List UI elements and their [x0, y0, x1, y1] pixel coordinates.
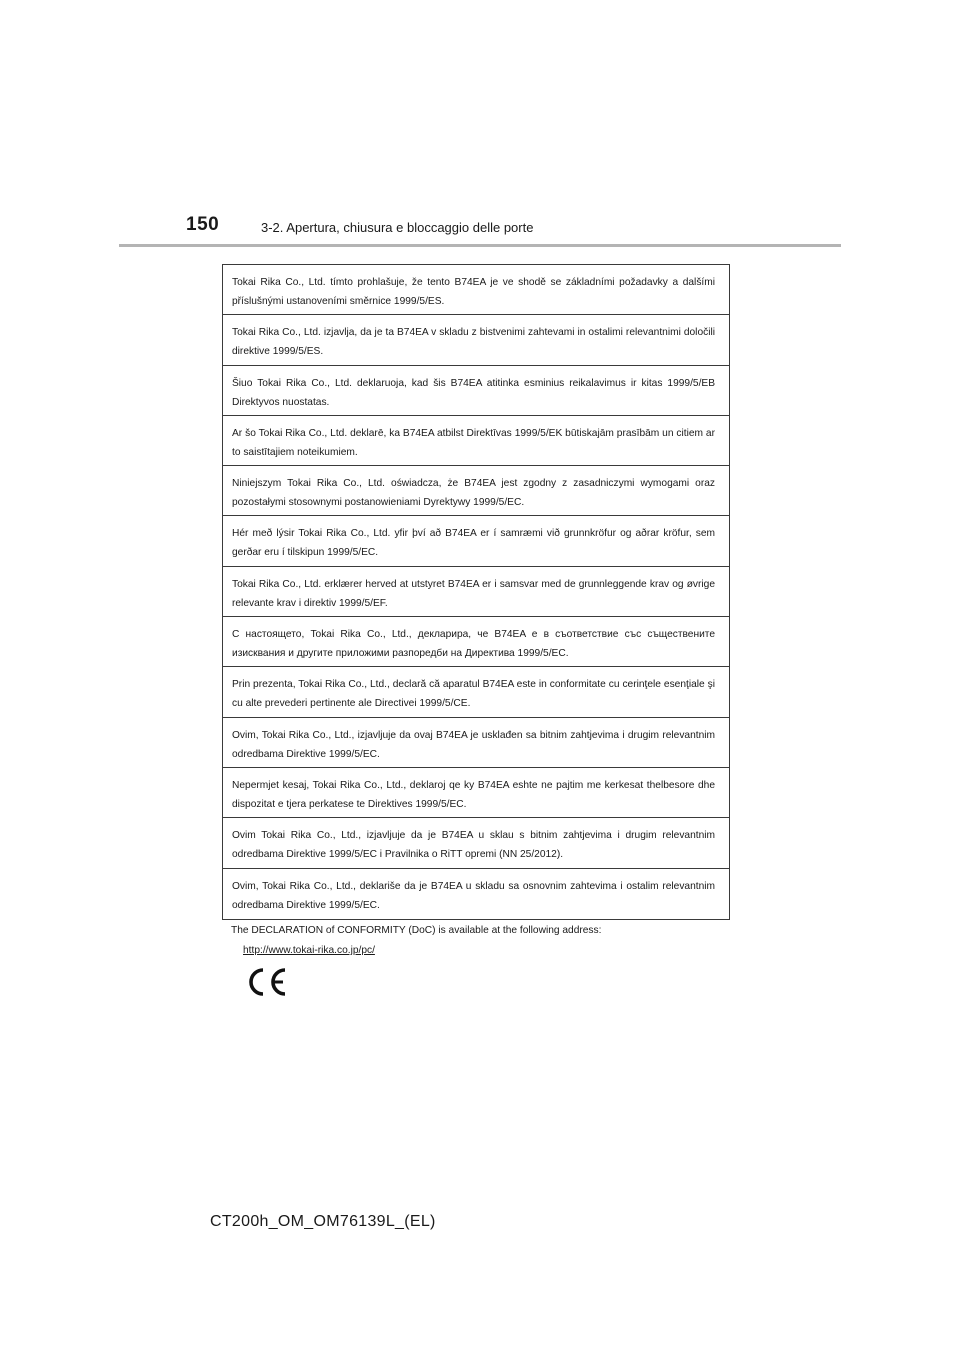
- declaration-row-croatian: Ovim Tokai Rika Co., Ltd., izjavljuje da je B74EA u sklau s bitnim zahtjevima i drugim relevantnim odredbama Direktive 1999/5/EC i Pravilnika o RiTT opremi (NN 25/2012).: [223, 818, 729, 868]
- declaration-row-romanian: Prin prezenta, Tokai Rika Co., Ltd., declară că aparatul B74EA este in conformitate cu cerinţele esenţiale şi cu alte prevederi pertinente ale Directivei 1999/5/CE.: [223, 667, 729, 717]
- declaration-row-polish: Niniejszym Tokai Rika Co., Ltd. oświadcza, że B74EA jest zgodny z zasadniczymi wymogami oraz pozostałymi stosownymi postanowieniami Dyrektywy 1999/5/EC.: [223, 466, 729, 516]
- declaration-row-bulgarian: С настоящето, Tokai Rika Co., Ltd., декларира, че B74EA е в съответствие със съществените изисквания и другите приложими разпоредби на Директива 1999/5/EC.: [223, 617, 729, 667]
- declaration-table: [222, 264, 730, 920]
- declaration-row-albanian: Nepermjet kesaj, Tokai Rika Co., Ltd., deklaroj qe ky B74EA eshte ne pajtim me kerkesat thelbesore dhe dispozitat e tjera perkatese te Direktives 1999/5/EC.: [223, 768, 729, 818]
- declaration-row-slovenian: Tokai Rika Co., Ltd. izjavlja, da je ta B74EA v skladu z bistvenimi zahtevami in ostalimi relevantnimi določili direktive 1999/5/ES.: [223, 315, 729, 365]
- footer-manual-code: CT200h_OM_OM76139L_(EL): [210, 1213, 436, 1230]
- declaration-row-bosnian: Ovim, Tokai Rika Co., Ltd., izjavljuje da ovaj B74EA je usklađen sa bitnim zahtjevima i drugim relevantnim odredbama Direktive 1999/5/EC.: [223, 718, 729, 768]
- declaration-row-lithuanian: Šiuo Tokai Rika Co., Ltd. deklaruoja, kad šis B74EA atitinka esminius reikalavimus ir kitas 1999/5/EB Direktyvos nuostatas.: [223, 366, 729, 416]
- declaration-row-latvian: Ar šo Tokai Rika Co., Ltd. deklarē, ka B74EA atbilst Direktīvas 1999/5/EK būtiskajām prasībām un citiem ar to saistītajiem noteikumiem.: [223, 416, 729, 466]
- declaration-row-icelandic: Hér með lýsir Tokai Rika Co., Ltd. yfir því að B74EA er í samræmi við grunnkröfur og aðrar kröfur, sem gerðar eru í tilskipun 1999/5/EC.: [223, 516, 729, 566]
- doc-link[interactable]: http://www.tokai-rika.co.jp/pc/: [243, 945, 375, 956]
- section-title: 3-2. Apertura, chiusura e bloccaggio delle porte: [261, 220, 534, 235]
- declaration-row-norwegian: Tokai Rika Co., Ltd. erklærer herved at utstyret B74EA er i samsvar med de grunnleggende krav og øvrige relevante krav i direktiv 1999/5/EF.: [223, 567, 729, 617]
- header-rule: [119, 244, 841, 247]
- page-number: 150: [186, 214, 220, 235]
- declaration-row-czech: Tokai Rika Co., Ltd. tímto prohlašuje, že tento B74EA je ve shodě se základními požadavky a dalšími příslušnými ustanoveními směrnice 1999/5/ES.: [223, 265, 729, 315]
- ce-mark-icon: [246, 966, 288, 998]
- declaration-row-serbian: Ovim, Tokai Rika Co., Ltd., deklariše da je B74EA u skladu sa osnovnim zahtevima i ostalim relevantnim odredbama Direktive 1999/5/EC.: [232, 880, 715, 911]
- doc-availability-note: The DECLARATION of CONFORMITY (DoC) is available at the following address:: [231, 925, 602, 936]
